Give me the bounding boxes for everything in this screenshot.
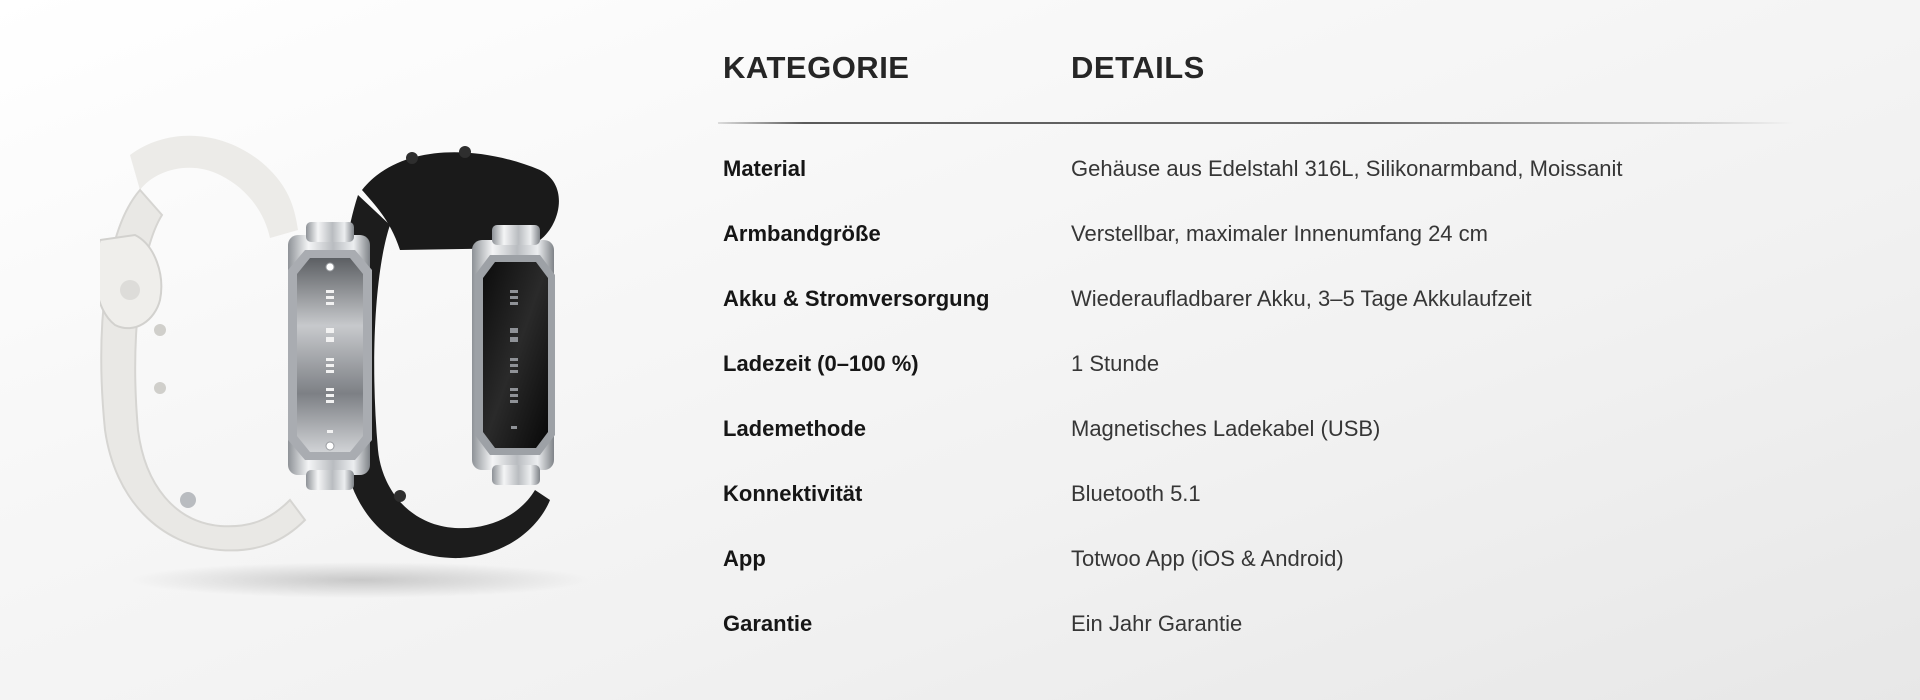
row-category: Garantie — [723, 611, 813, 636]
header-details: DETAILS — [1071, 50, 1205, 85]
row-details: Totwoo App (iOS & Android) — [1071, 546, 1344, 571]
header-category: KATEGORIE — [723, 50, 910, 85]
table-row — [718, 538, 1793, 603]
table-header — [718, 50, 1793, 90]
table-row — [718, 603, 1793, 668]
header-divider — [718, 122, 1793, 124]
row-category: Armbandgröße — [723, 221, 881, 246]
row-category: Material — [723, 156, 807, 181]
row-category: Lademethode — [723, 416, 867, 441]
row-details: Wiederaufladbarer Akku, 3–5 Tage Akkulaufzeit — [1071, 286, 1532, 311]
row-details: Verstellbar, maximaler Innenumfang 24 cm — [1071, 221, 1488, 246]
row-category: Konnektivität — [723, 481, 863, 506]
table-row — [718, 148, 1793, 213]
table-rows — [718, 148, 1793, 668]
table-row — [718, 473, 1793, 538]
product-image — [100, 130, 620, 600]
row-details: Bluetooth 5.1 — [1071, 481, 1201, 506]
row-category: Akku & Stromversorgung — [723, 286, 990, 311]
specifications-table — [718, 0, 1793, 700]
row-category: App — [723, 546, 766, 571]
row-category: Ladezeit (0–100 %) — [723, 351, 919, 376]
table-row — [718, 343, 1793, 408]
table-row — [718, 278, 1793, 343]
row-details: Gehäuse aus Edelstahl 316L, Silikonarmband, Moissanit — [1071, 156, 1623, 181]
row-details: 1 Stunde — [1071, 351, 1160, 376]
table-row — [718, 408, 1793, 473]
row-details: Ein Jahr Garantie — [1071, 611, 1243, 636]
table-row — [718, 213, 1793, 278]
row-details: Magnetisches Ladekabel (USB) — [1071, 416, 1381, 441]
white-bracelet — [100, 136, 372, 551]
